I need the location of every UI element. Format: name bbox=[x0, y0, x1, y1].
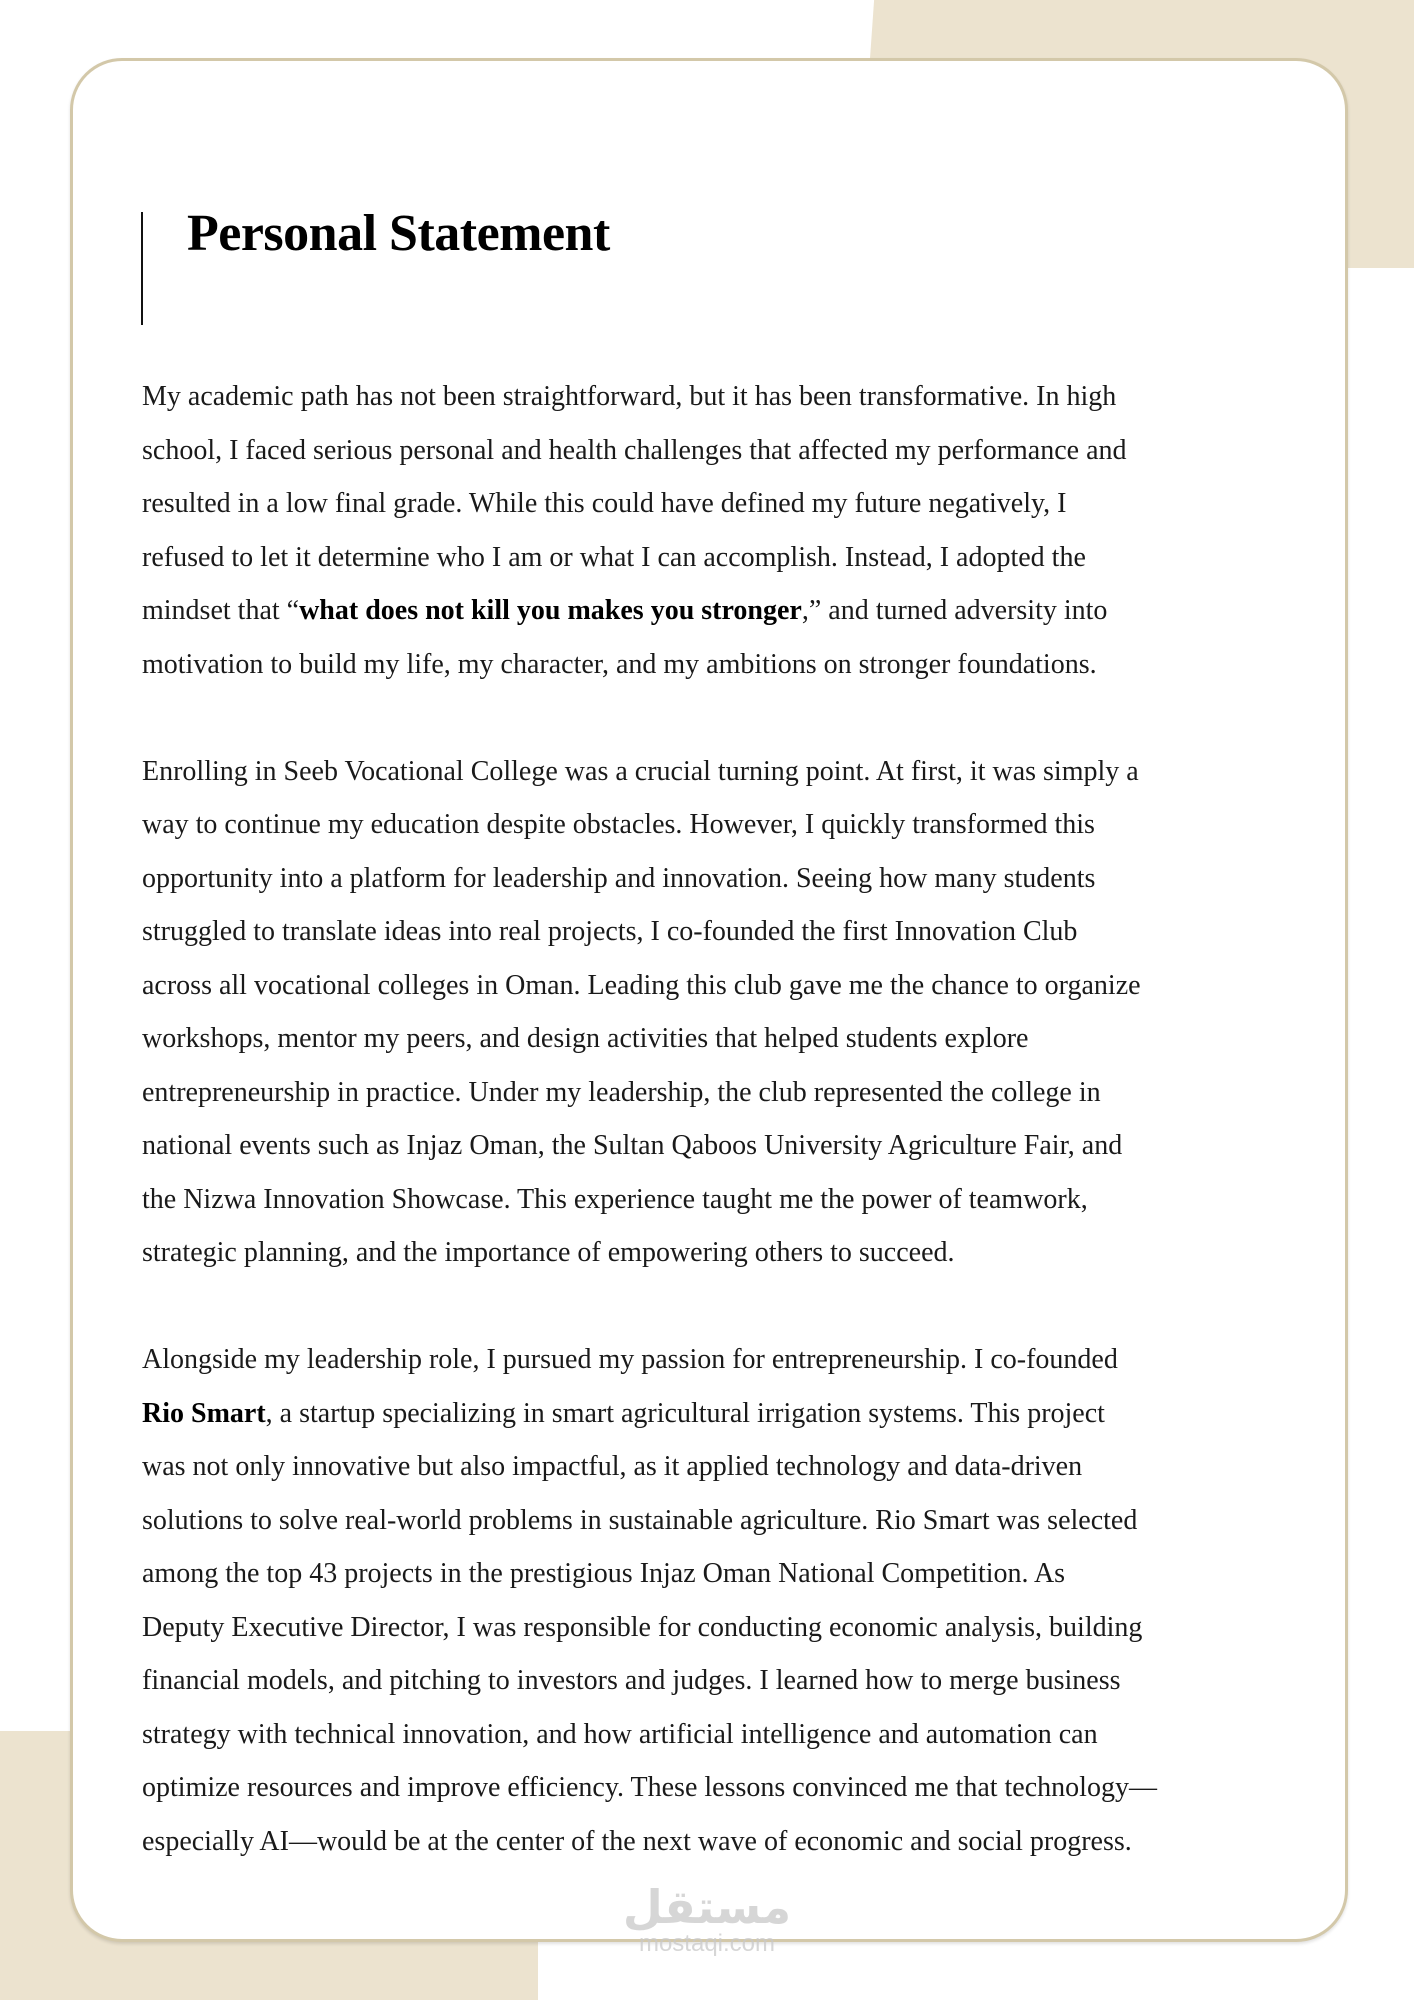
bold-text: Rio Smart bbox=[142, 1397, 266, 1429]
text-segment: struggled to translate ideas into real projects, I co-founded the first Innovation Club bbox=[142, 916, 1078, 947]
text-line bbox=[142, 584, 1342, 638]
text-segment: financial models, and pitching to investors and judges. I learned how to merge business bbox=[142, 1665, 1121, 1696]
text-line bbox=[142, 1494, 1342, 1548]
paragraph bbox=[142, 745, 1342, 1280]
text-segment: way to continue my education despite obstacles. However, I quickly transformed this bbox=[142, 809, 1095, 840]
text-line bbox=[142, 1226, 1342, 1280]
text-line bbox=[142, 1012, 1342, 1066]
text-line bbox=[142, 531, 1342, 585]
text-segment: school, I faced serious personal and health challenges that affected my performance and bbox=[142, 434, 1127, 466]
text-line bbox=[142, 638, 1342, 692]
text-line bbox=[142, 798, 1342, 852]
text-segment: motivation to build my life, my character, and my ambitions on stronger foundations. bbox=[142, 648, 1097, 680]
text-line bbox=[142, 1119, 1342, 1173]
text-segment: refused to let it determine who I am or what I can accomplish. Instead, I adopted the bbox=[142, 541, 1086, 573]
text-line bbox=[142, 1547, 1342, 1601]
text-segment: strategy with technical innovation, and how artificial intelligence and automation can bbox=[142, 1718, 1098, 1750]
text-segment: Deputy Executive Director, I was responsible for conducting economic analysis, building bbox=[142, 1611, 1143, 1643]
text-line bbox=[142, 745, 1342, 799]
text-line bbox=[142, 477, 1342, 531]
watermark-url: mostaqi.com bbox=[638, 1930, 776, 1957]
text-segment: opportunity into a platform for leadership and innovation. Seeing how many students bbox=[142, 862, 1096, 894]
text-segment: strategic planning, and the importance of empowering others to succeed. bbox=[142, 1237, 955, 1268]
text-line bbox=[142, 1440, 1342, 1494]
bold-text: what does not kill you makes you stronger bbox=[299, 595, 802, 626]
text-segment: among the top 43 projects in the prestigious Injaz Oman National Competition. As bbox=[142, 1558, 1066, 1589]
text-segment: solutions to solve real-world problems in sustainable agriculture. Rio Smart was selected bbox=[142, 1504, 1138, 1536]
paragraph bbox=[142, 370, 1342, 691]
page-title: Personal Statement bbox=[187, 205, 610, 262]
text-line bbox=[142, 1761, 1342, 1815]
text-segment: My academic path has not been straightforward, but it has been transformative. In high bbox=[142, 381, 1117, 412]
text-segment: entrepreneurship in practice. Under my leadership, the club represented the college in bbox=[142, 1076, 1101, 1108]
text-line bbox=[142, 1654, 1342, 1708]
text-line bbox=[142, 1815, 1342, 1869]
title-accent-bar bbox=[141, 212, 143, 325]
text-line bbox=[142, 1708, 1342, 1762]
text-segment: optimize resources and improve efficiency. These lessons convinced me that technology— bbox=[142, 1772, 1157, 1803]
text-segment: ,” and turned adversity into bbox=[801, 595, 1108, 626]
watermark-logo: مستقل bbox=[622, 1880, 792, 1934]
text-segment: , a startup specializing in smart agricultural irrigation systems. This project bbox=[265, 1397, 1105, 1429]
text-segment: especially AI—would be at the center of the next wave of economic and social progress. bbox=[142, 1825, 1132, 1857]
text-line bbox=[142, 1387, 1342, 1441]
text-line bbox=[142, 1066, 1342, 1120]
text-segment: the Nizwa Innovation Showcase. This experience taught me the power of teamwork, bbox=[142, 1183, 1088, 1215]
text-line bbox=[142, 1173, 1342, 1227]
text-segment: national events such as Injaz Oman, the Sultan Qaboos University Agriculture Fair, and bbox=[142, 1130, 1123, 1161]
text-segment: Enrolling in Seeb Vocational College was a crucial turning point. At first, it was simply a bbox=[142, 755, 1139, 787]
text-line bbox=[142, 424, 1342, 478]
text-line bbox=[142, 852, 1342, 906]
paragraph bbox=[142, 1333, 1342, 1868]
text-segment: resulted in a low final grade. While this could have defined my future negatively, I bbox=[142, 488, 1067, 519]
text-segment: workshops, mentor my peers, and design activities that helped students explore bbox=[142, 1023, 1029, 1054]
text-segment: was not only innovative but also impactful, as it applied technology and data-driven bbox=[142, 1451, 1083, 1482]
text-line bbox=[142, 1601, 1342, 1655]
statement-body bbox=[142, 370, 1342, 1922]
text-segment: Alongside my leadership role, I pursued my passion for entrepreneurship. I co-founded bbox=[142, 1344, 1118, 1375]
text-line bbox=[142, 1333, 1342, 1387]
text-line bbox=[142, 959, 1342, 1013]
text-line bbox=[142, 905, 1342, 959]
text-segment: mindset that “ bbox=[142, 595, 300, 626]
text-segment: across all vocational colleges in Oman. Leading this club gave me the chance to organize bbox=[142, 969, 1141, 1001]
text-line bbox=[142, 370, 1342, 424]
